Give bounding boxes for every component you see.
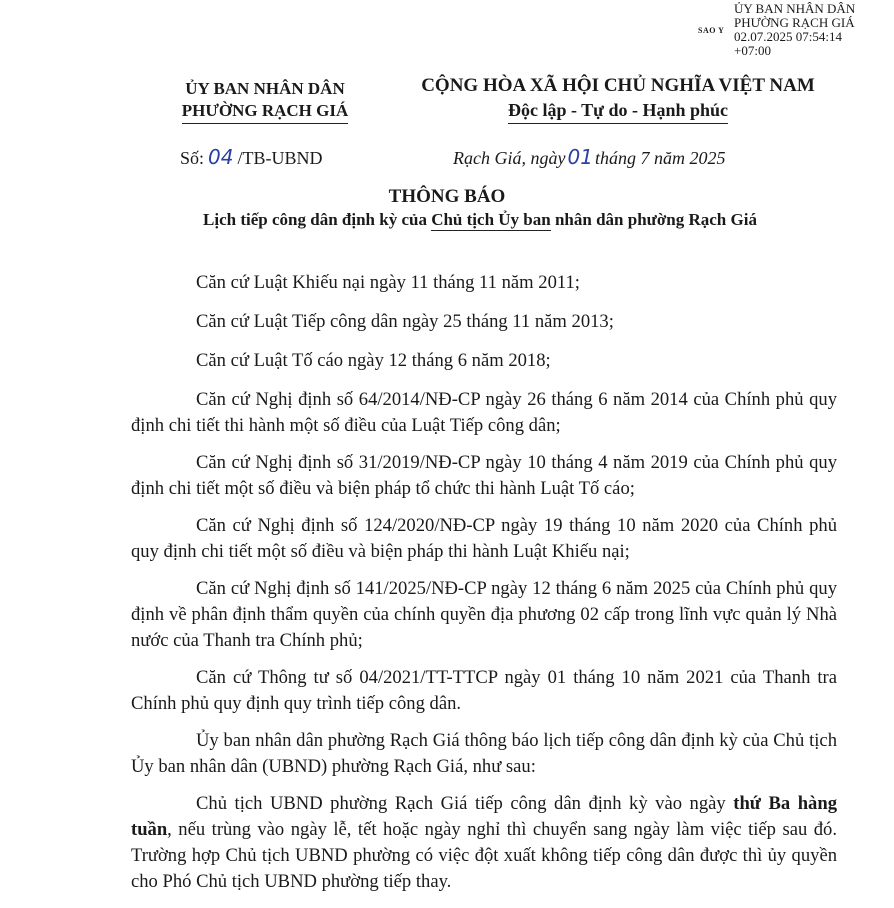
stamp-datetime: 02.07.2025 07:54:14 <box>734 29 842 44</box>
doc-number-handwritten: 04 <box>208 145 234 169</box>
digital-signature-stamp <box>734 2 890 58</box>
legal-basis-paragraph: Căn cứ Nghị định số 64/2014/NĐ-CP ngày 26 tháng 6 năm 2014 của Chính phủ quy định chi tiết thi hành một số điều của Luật Tiếp công dân; <box>131 389 837 436</box>
subtitle-underlined: Chủ tịch Ủy ban <box>431 210 551 229</box>
agency-line2: PHƯỜNG RẠCH GIÁ <box>182 100 349 124</box>
schedule-day-bold: thứ Ba hàng tuần <box>131 793 837 840</box>
subtitle-before: Lịch tiếp công dân định kỳ của <box>203 210 432 229</box>
stamp-timezone: +07:00 <box>734 43 771 58</box>
document-body <box>131 270 837 908</box>
national-motto-header <box>396 74 840 124</box>
date-day-handwritten: 01 <box>567 145 593 169</box>
agency-line1: ỦY BAN NHÂN DÂN <box>185 79 345 98</box>
stamp-org-line1: ỦY BAN NHÂN DÂN <box>734 1 856 16</box>
subtitle-after: nhân dân phường Rạch Giá <box>550 210 757 229</box>
document-title: THÔNG BÁO <box>388 186 506 207</box>
legal-basis-paragraph: Căn cứ Luật Khiếu nại ngày 11 tháng 11 năm 2011; <box>196 272 580 293</box>
legal-basis-paragraph: Căn cứ Nghị định số 141/2025/NĐ-CP ngày 12 tháng 6 năm 2025 của Chính phủ quy định về phân định thẩm quyền của chính quyền địa phương 02 cấp trong lĩnh vực quản lý Nhà nước của Thanh tra Chính phủ; <box>131 578 837 651</box>
announcement-paragraph: Ủy ban nhân dân phường Rạch Giá thông báo lịch tiếp công dân định kỳ của Chủ tịch Ủy ban nhân dân (UBND) phường Rạch Giá, như sau: <box>131 730 837 777</box>
legal-basis-paragraph: Căn cứ Luật Tố cáo ngày 12 tháng 6 năm 2018; <box>196 350 551 371</box>
stamp-code: SAO Y <box>698 26 725 35</box>
document-number <box>180 145 322 169</box>
legal-basis-paragraph: Căn cứ Luật Tiếp công dân ngày 25 tháng 11 năm 2013; <box>196 311 614 332</box>
date-prefix: Rạch Giá, ngày <box>453 148 566 168</box>
schedule-after: , nếu trùng vào ngày lễ, tết hoặc ngày nghỉ thì chuyển sang ngày làm việc tiếp sau đó. Trường hợp Chủ tịch UBND phường có việc đột xuất không tiếp công dân được thì ủy quyền cho Phó Chủ tịch UBND phường tiếp thay. <box>131 819 837 892</box>
legal-basis-paragraph: Căn cứ Nghị định số 124/2020/NĐ-CP ngày 19 tháng 10 năm 2020 của Chính phủ quy định chi tiết một số điều và biện pháp thi hành Luật Khiếu nại; <box>131 515 837 562</box>
doc-number-suffix: /TB-UBND <box>237 148 323 168</box>
document-date <box>453 145 725 169</box>
legal-basis-paragraph: Căn cứ Nghị định số 31/2019/NĐ-CP ngày 10 tháng 4 năm 2019 của Chính phủ quy định chi tiết một số điều và biện pháp tổ chức thi hành Luật Tố cáo; <box>131 452 837 499</box>
schedule-paragraph <box>131 791 837 895</box>
schedule-before: Chủ tịch UBND phường Rạch Giá tiếp công dân định kỳ vào ngày <box>196 793 734 814</box>
national-motto: Độc lập - Tự do - Hạnh phúc <box>508 98 728 124</box>
doc-number-prefix: Số: <box>180 148 205 168</box>
issuing-agency-header <box>150 78 380 124</box>
document-subtitle <box>0 210 894 231</box>
national-name: CỘNG HÒA XÃ HỘI CHỦ NGHĨA VIỆT NAM <box>421 75 815 96</box>
legal-basis-paragraph: Căn cứ Thông tư số 04/2021/TT-TTCP ngày 01 tháng 10 năm 2021 của Thanh tra Chính phủ quy định quy trình tiếp công dân. <box>131 667 837 714</box>
stamp-org-line2: PHƯỜNG RẠCH GIÁ <box>734 15 855 30</box>
date-suffix: tháng 7 năm 2025 <box>594 148 726 168</box>
